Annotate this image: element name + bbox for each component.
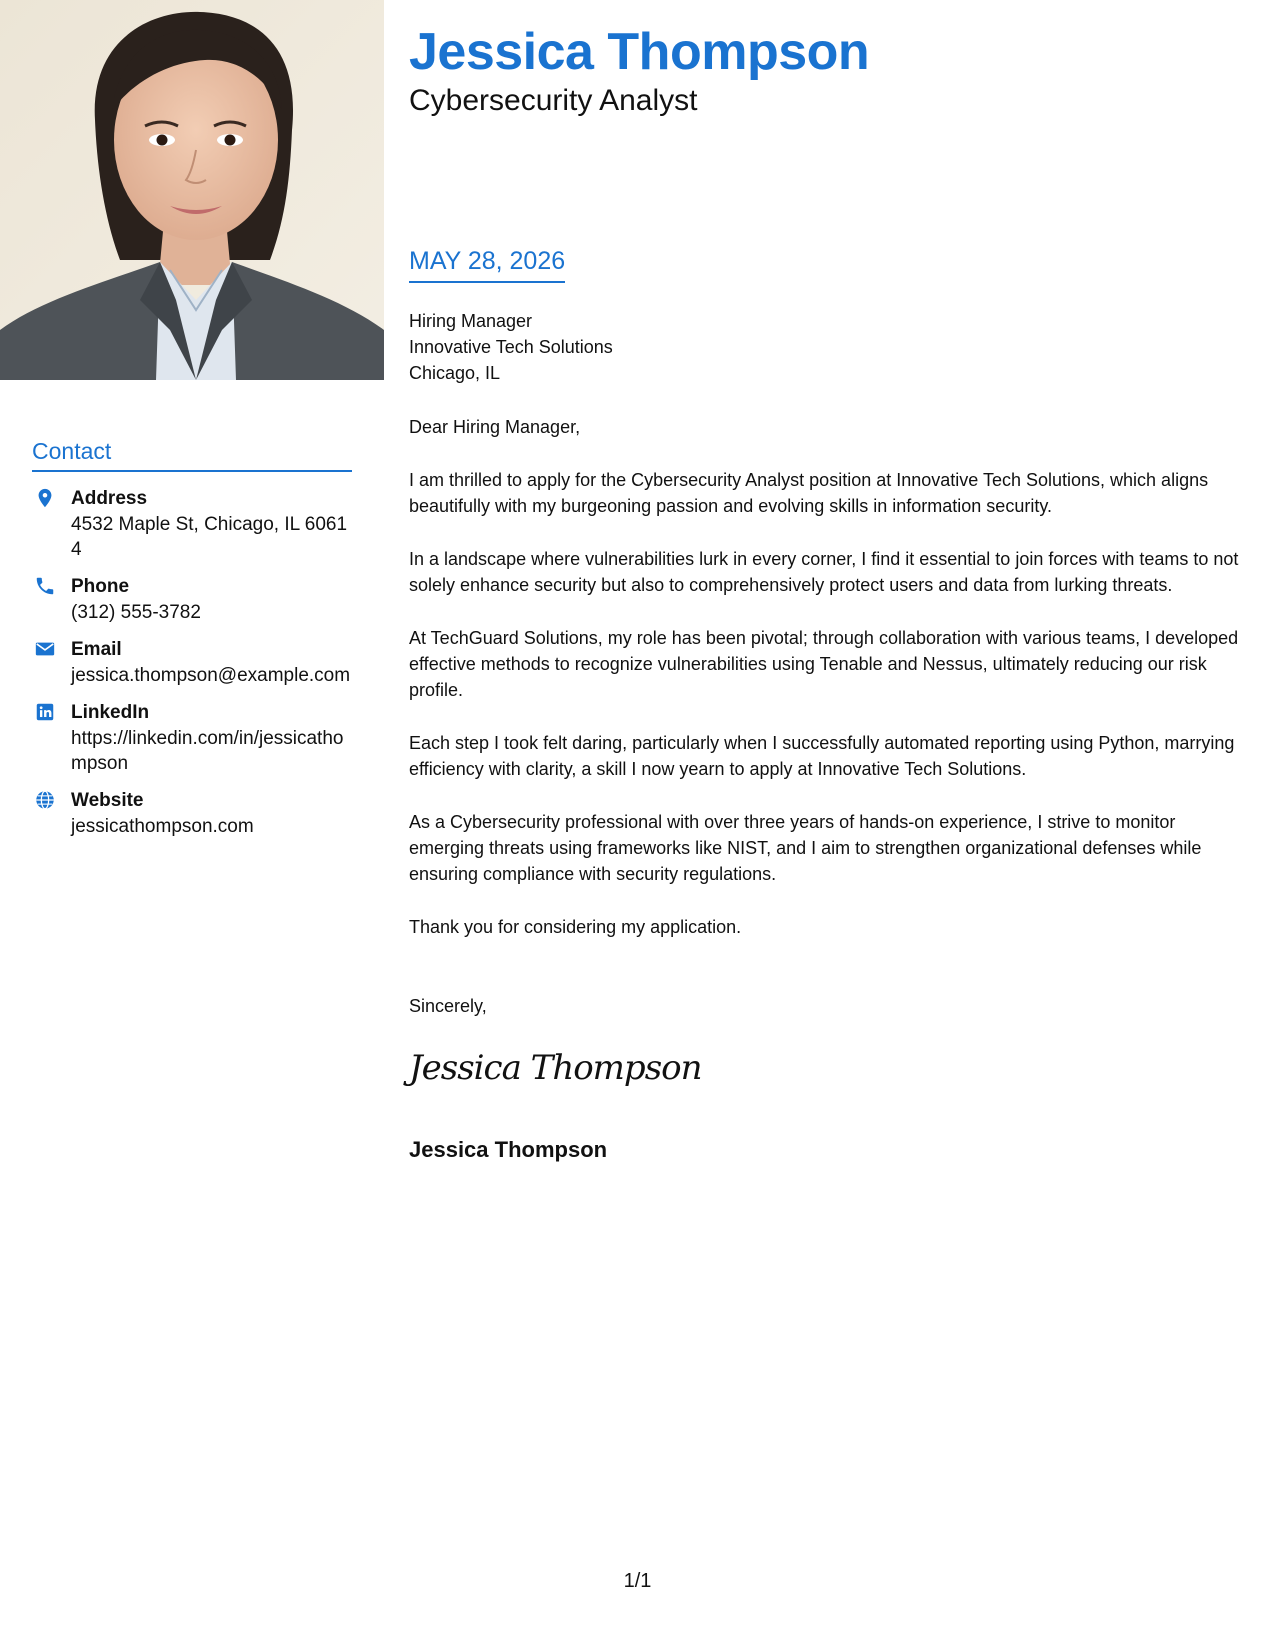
letter-paragraph: Thank you for considering my application. — [409, 917, 742, 937]
contact-value: 4532 Maple St, Chicago, IL 60614 — [71, 514, 348, 560]
globe-icon — [34, 789, 56, 811]
recipient-line: Hiring Manager — [409, 311, 533, 331]
closing: Sincerely, — [409, 996, 487, 1016]
contact-heading: Contact — [32, 438, 352, 472]
contact-label: Address — [71, 488, 148, 509]
contact-value[interactable]: jessica.thompson@example.com — [71, 665, 351, 686]
letter-paragraph: In a landscape where vulnerabilities lurk in every corner, I find it essential to join forces with teams to not solely enhance security but also to comprehensively protect users and data from lurking threats. — [409, 549, 1239, 595]
letter-date: MAY 28, 2026 — [409, 247, 565, 283]
contact-item-linkedin — [32, 700, 352, 776]
contact-label: Website — [71, 790, 144, 811]
contact-label: LinkedIn — [71, 702, 150, 723]
page-indicator: 1/1 — [623, 1570, 652, 1592]
contact-value[interactable]: jessicathompson.com — [71, 816, 254, 837]
contact-value[interactable]: https://linkedin.com/in/jessicathompson — [71, 728, 344, 774]
letter-paragraph: I am thrilled to apply for the Cybersecurity Analyst position at Innovative Tech Solutions, which aligns beautifully with my burgeoning passion and evolving skills in information security. — [409, 470, 1209, 516]
greeting: Dear Hiring Manager, — [409, 417, 581, 437]
recipient-line: Chicago, IL — [409, 363, 501, 383]
location-pin-icon — [34, 487, 56, 509]
contact-label: Phone — [71, 576, 130, 597]
letter-paragraph: At TechGuard Solutions, my role has been pivotal; through collaboration with various teams, I developed effective methods to recognize vulnerabilities using Tenable and Nessus, ultimately reducing our risk profile. — [409, 628, 1239, 700]
handwritten-signature: Jessica Thompson — [409, 1048, 702, 1088]
letter-paragraph: Each step I took felt daring, particularly when I successfully automated reporting using Python, marrying efficiency with clarity, a skill I now yearn to apply at Innovative Tech Solutions. — [409, 733, 1235, 779]
profile-photo — [0, 0, 384, 380]
contact-item-address — [32, 486, 352, 562]
letter-body — [409, 414, 1254, 967]
contact-item-website — [32, 788, 352, 839]
contact-label: Email — [71, 639, 122, 660]
signed-name: Jessica Thompson — [409, 1137, 608, 1162]
letter-paragraph: As a Cybersecurity professional with over three years of hands-on experience, I strive to monitor emerging threats using frameworks like NIST, and I aim to strengthen organizational defenses while ensuring compliance with security regulations. — [409, 812, 1202, 884]
contact-item-email — [32, 637, 352, 688]
recipient-block — [409, 308, 613, 386]
contact-item-phone — [32, 574, 352, 625]
linkedin-icon — [34, 701, 56, 723]
contact-section — [32, 438, 352, 851]
email-icon — [34, 638, 56, 660]
recipient-line: Innovative Tech Solutions — [409, 337, 613, 357]
candidate-title: Cybersecurity Analyst — [409, 84, 698, 117]
candidate-name: Jessica Thompson — [409, 23, 870, 81]
contact-value: (312) 555-3782 — [71, 602, 201, 623]
phone-icon — [34, 575, 56, 597]
